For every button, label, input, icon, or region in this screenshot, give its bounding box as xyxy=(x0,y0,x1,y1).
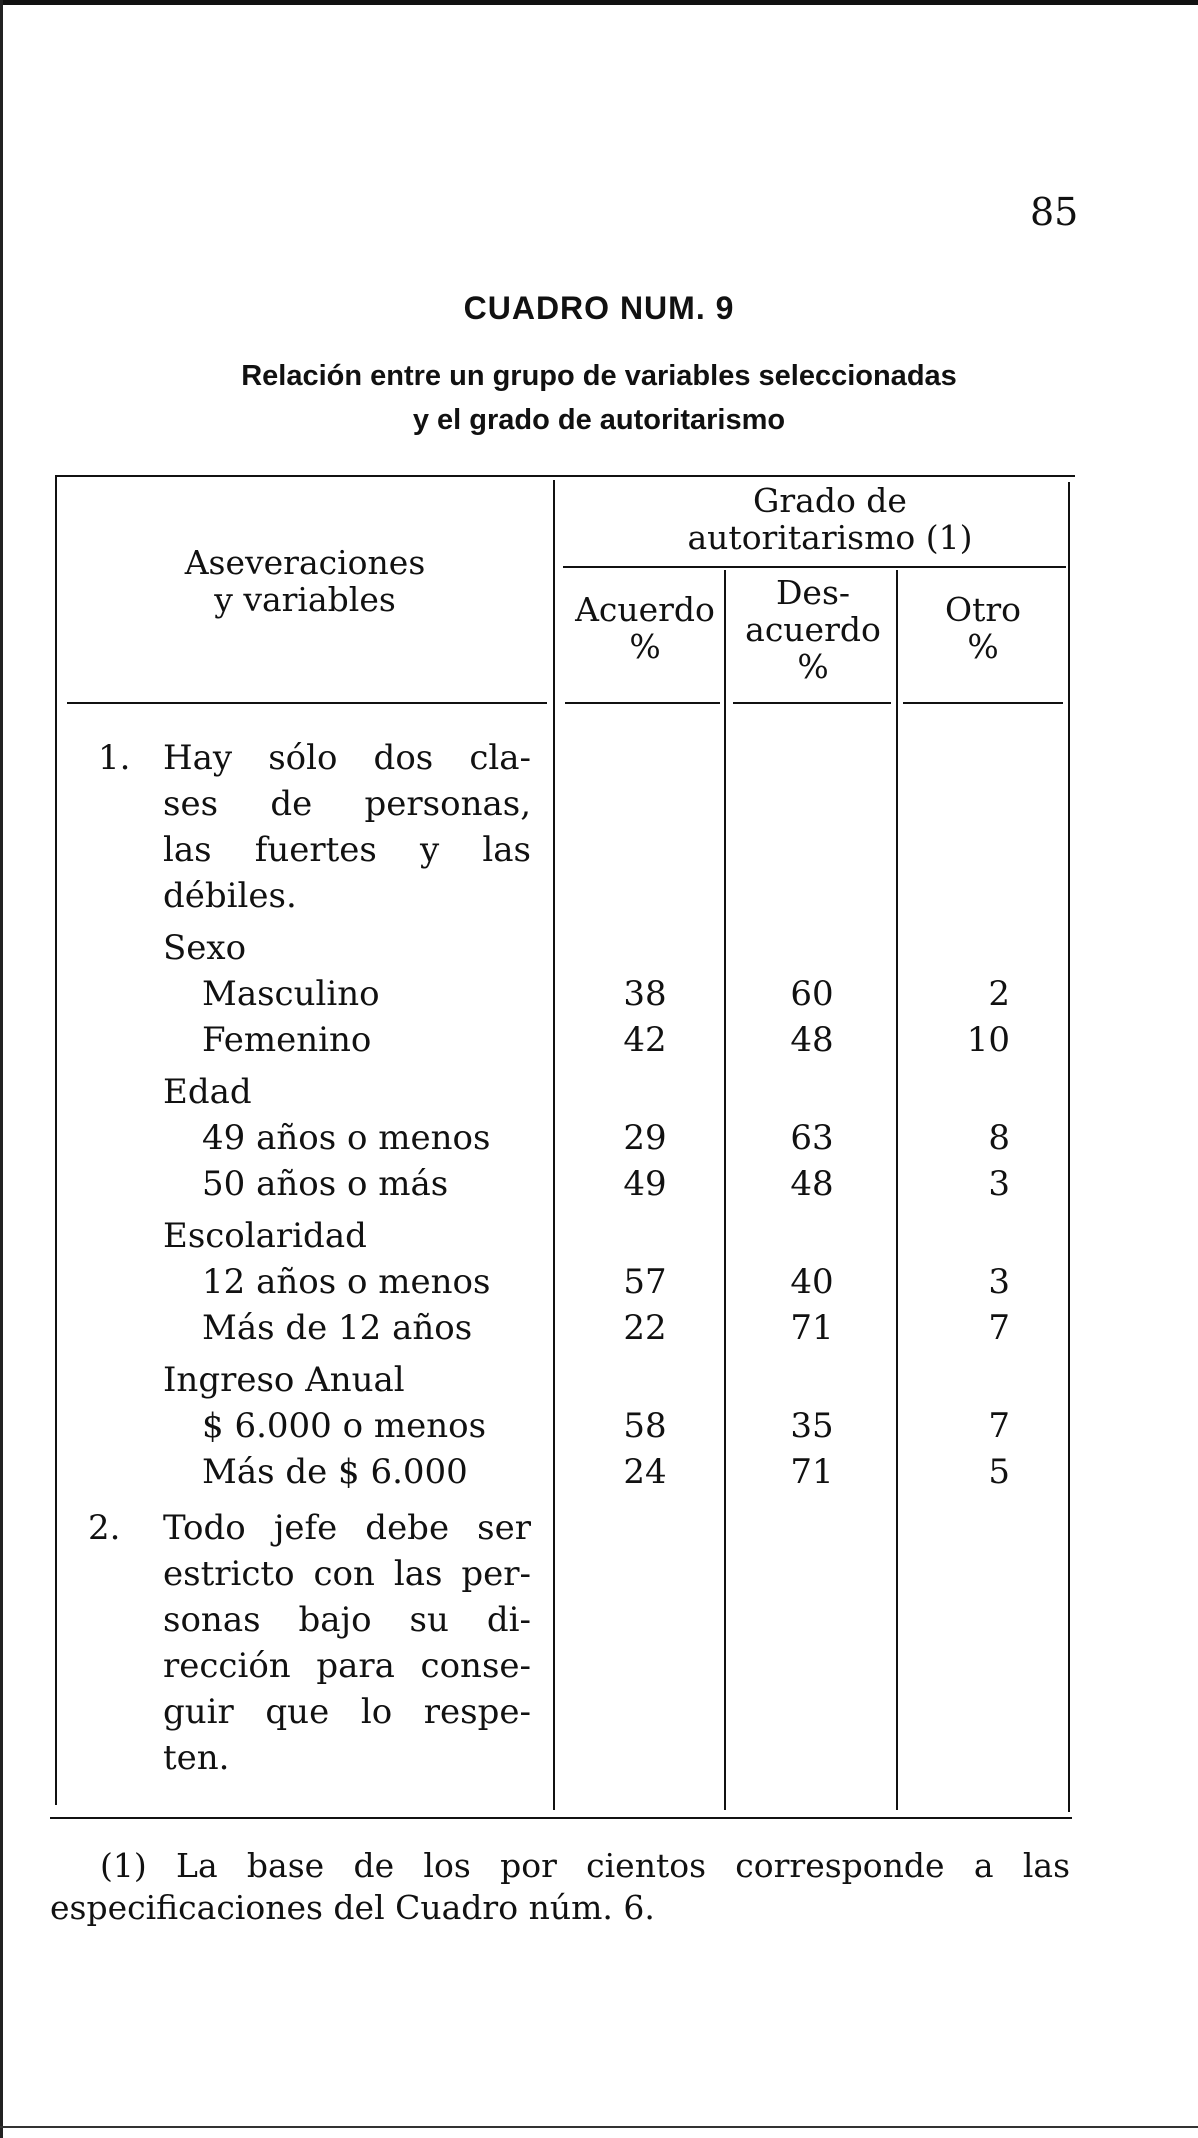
group-label-sexo: Sexo xyxy=(163,928,247,968)
row-label: Masculino xyxy=(202,974,380,1014)
value-acuerdo: 58 xyxy=(623,1406,667,1446)
row-label: Más de $ 6.000 xyxy=(202,1452,468,1492)
value-acuerdo: 24 xyxy=(623,1452,667,1492)
value-acuerdo: 22 xyxy=(623,1308,667,1348)
statement-2-line: ten. xyxy=(163,1738,230,1778)
header-acuerdo-line1: Acuerdo xyxy=(575,590,715,629)
row-label: 12 años o menos xyxy=(202,1262,491,1302)
table-title: CUADRO NUM. 9 xyxy=(463,290,735,326)
row-label: Femenino xyxy=(202,1020,372,1060)
value-acuerdo: 29 xyxy=(623,1118,667,1158)
value-otro: 7 xyxy=(988,1406,1010,1446)
group-header-rule xyxy=(563,566,1066,568)
page-number: 85 xyxy=(1030,190,1079,234)
value-desacuerdo: 40 xyxy=(790,1262,834,1302)
value-otro: 3 xyxy=(988,1262,1010,1302)
value-desacuerdo: 60 xyxy=(790,974,834,1014)
statement-1-line: Hay sólo dos cla- xyxy=(163,738,531,778)
statement-1-line: ses de personas, xyxy=(163,784,531,824)
header-aseveraciones-line1: Aseveraciones xyxy=(184,543,426,582)
row-label: 49 años o menos xyxy=(202,1118,491,1158)
table-subtitle-line1: Relación entre un grupo de variables seleccionadas xyxy=(241,360,957,392)
statement-2-number: 2. xyxy=(88,1508,121,1548)
header-bottom-rule-left xyxy=(67,702,547,704)
header-grado-line2: autoritarismo (1) xyxy=(687,517,973,557)
header-acuerdo-line2: % xyxy=(629,626,661,666)
table-top-rule xyxy=(55,475,1075,477)
header-desacuerdo xyxy=(733,575,893,686)
footnote-line2: especificaciones del Cuadro núm. 6. xyxy=(50,1888,655,1927)
column-divider-2 xyxy=(896,570,898,1810)
statement-2-line: rección para conse- xyxy=(163,1646,531,1686)
statement-1-line: las fuertes y las xyxy=(163,830,531,870)
value-desacuerdo: 35 xyxy=(790,1406,834,1446)
header-desacuerdo-line2: acuerdo xyxy=(745,609,881,649)
table-subtitle-line2: y el grado de autoritarismo xyxy=(412,404,786,436)
value-desacuerdo: 71 xyxy=(790,1452,834,1492)
value-otro: 10 xyxy=(966,1020,1010,1060)
header-grado xyxy=(600,483,1060,557)
header-aseveraciones-line2: y variables xyxy=(214,579,396,619)
statement-1-number: 1. xyxy=(98,738,131,778)
footnote-line1: (1) La base de los por cientos corresponde a las xyxy=(100,1846,1070,1885)
row-label: 50 años o más xyxy=(202,1164,449,1204)
value-otro: 5 xyxy=(988,1452,1010,1492)
header-desacuerdo-line3: % xyxy=(797,646,829,686)
value-acuerdo: 42 xyxy=(623,1020,667,1060)
header-bottom-rule-c1 xyxy=(565,702,720,704)
row-label: $ 6.000 o menos xyxy=(202,1406,487,1446)
page-border-bottom xyxy=(0,2126,1198,2128)
table-bottom-rule xyxy=(50,1817,1072,1819)
statement-2-line: estricto con las per- xyxy=(163,1554,531,1594)
value-desacuerdo: 71 xyxy=(790,1308,834,1348)
group-label-edad: Edad xyxy=(163,1072,252,1112)
statement-2-line: Todo jefe debe ser xyxy=(163,1508,531,1548)
value-otro: 2 xyxy=(988,974,1010,1014)
value-otro: 3 xyxy=(988,1164,1010,1204)
value-acuerdo: 38 xyxy=(623,974,667,1014)
header-acuerdo xyxy=(565,592,725,666)
value-desacuerdo: 48 xyxy=(790,1020,834,1060)
header-otro-line1: Otro xyxy=(945,590,1021,629)
value-acuerdo: 57 xyxy=(623,1262,667,1302)
row-label: Más de 12 años xyxy=(202,1308,473,1348)
group-label-escolaridad: Escolaridad xyxy=(163,1216,367,1256)
group-label-ingreso: Ingreso Anual xyxy=(163,1360,405,1400)
header-otro xyxy=(903,592,1063,666)
page-border-top xyxy=(0,0,1198,5)
table-left-rule xyxy=(55,475,57,1805)
statement-2-line: sonas bajo su di- xyxy=(163,1600,531,1640)
header-bottom-rule-c2 xyxy=(733,702,891,704)
table-right-rule xyxy=(1068,482,1070,1812)
value-acuerdo: 49 xyxy=(623,1164,667,1204)
column-divider-label xyxy=(553,480,555,1810)
statement-2-line: guir que lo respe- xyxy=(163,1692,531,1732)
value-desacuerdo: 48 xyxy=(790,1164,834,1204)
header-aseveraciones xyxy=(140,545,470,619)
statement-1-line: débiles. xyxy=(163,876,297,916)
header-bottom-rule-c3 xyxy=(903,702,1063,704)
header-otro-line2: % xyxy=(967,626,999,666)
value-otro: 7 xyxy=(988,1308,1010,1348)
header-grado-line1: Grado de xyxy=(753,481,907,520)
value-otro: 8 xyxy=(988,1118,1010,1158)
column-divider-1 xyxy=(724,570,726,1810)
header-desacuerdo-line1: Des- xyxy=(775,573,851,612)
value-desacuerdo: 63 xyxy=(790,1118,834,1158)
